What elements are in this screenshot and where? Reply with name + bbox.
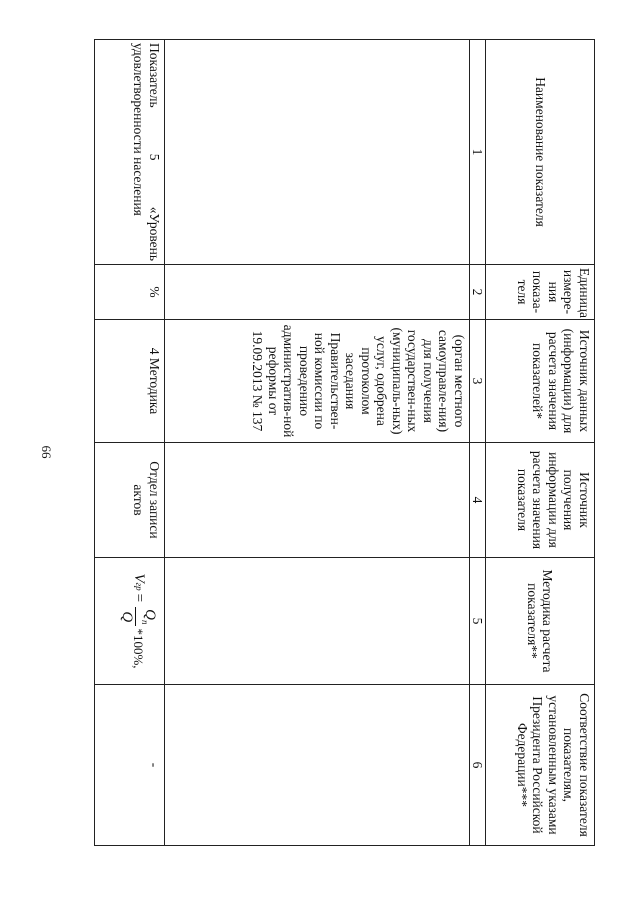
continuation-text: (орган местного самоуправле-ния) для получения государствен-ных (муниципаль-ных) услуг, одобрена протоколом заседания Правительствен-ной комиссии по проведению административ-ной реформы от 19.09.2013 № 137	[165, 320, 470, 443]
empty-cell	[165, 265, 470, 320]
column-number: 5	[470, 558, 486, 685]
indicator-unit: %	[95, 265, 165, 320]
indicator-compliance: -	[95, 685, 165, 846]
continuation-row	[165, 40, 470, 846]
column-number: 3	[470, 320, 486, 443]
column-number: 4	[470, 443, 486, 558]
page-number: 66	[39, 445, 54, 459]
header-compliance: Соответствие показателя показателям, установленным указами Президента Российской Федерации***	[486, 685, 595, 846]
header-unit: Единица измере-ния показа-теля	[486, 265, 595, 320]
rotated-table-container	[95, 39, 595, 845]
column-numbers-row	[470, 40, 486, 846]
column-number: 6	[470, 685, 486, 846]
formula-numerator-sub: п	[140, 619, 150, 625]
formula-lhs: V	[130, 573, 147, 583]
formula-equals: =	[130, 593, 147, 603]
header-name: Наименование показателя	[486, 40, 595, 265]
indicator-name-line2: удовлетворенности населения	[131, 43, 147, 216]
header-method: Методика расчета показателя**	[486, 558, 595, 685]
header-info-source: Источник получения информации для расчета значения показателя	[486, 443, 595, 558]
indicator-name-quote: «Уровень	[147, 206, 162, 261]
header-data-source: Источник данных (информации) для расчета значения показателей*	[486, 320, 595, 443]
empty-cell	[165, 558, 470, 685]
indicator-formula	[95, 558, 165, 685]
empty-cell	[165, 40, 470, 265]
indicator-number: 5	[147, 153, 162, 161]
indicator-data-source: 4 Методика	[95, 320, 165, 443]
column-number: 2	[470, 265, 486, 320]
formula-lhs-sub: гр	[133, 582, 144, 591]
formula-rest: *100%,	[130, 628, 146, 669]
indicators-table	[94, 39, 595, 846]
formula-numerator: Q	[142, 609, 158, 620]
formula-denominator: Q	[119, 611, 135, 623]
indicator-row	[95, 40, 165, 846]
empty-cell	[165, 685, 470, 846]
indicator-name	[95, 40, 165, 265]
indicator-name-word: Показатель	[147, 43, 162, 108]
indicator-info-source: Отдел записи актов	[95, 443, 165, 558]
column-number: 1	[470, 40, 486, 265]
header-row	[486, 40, 595, 846]
empty-cell	[165, 443, 470, 558]
